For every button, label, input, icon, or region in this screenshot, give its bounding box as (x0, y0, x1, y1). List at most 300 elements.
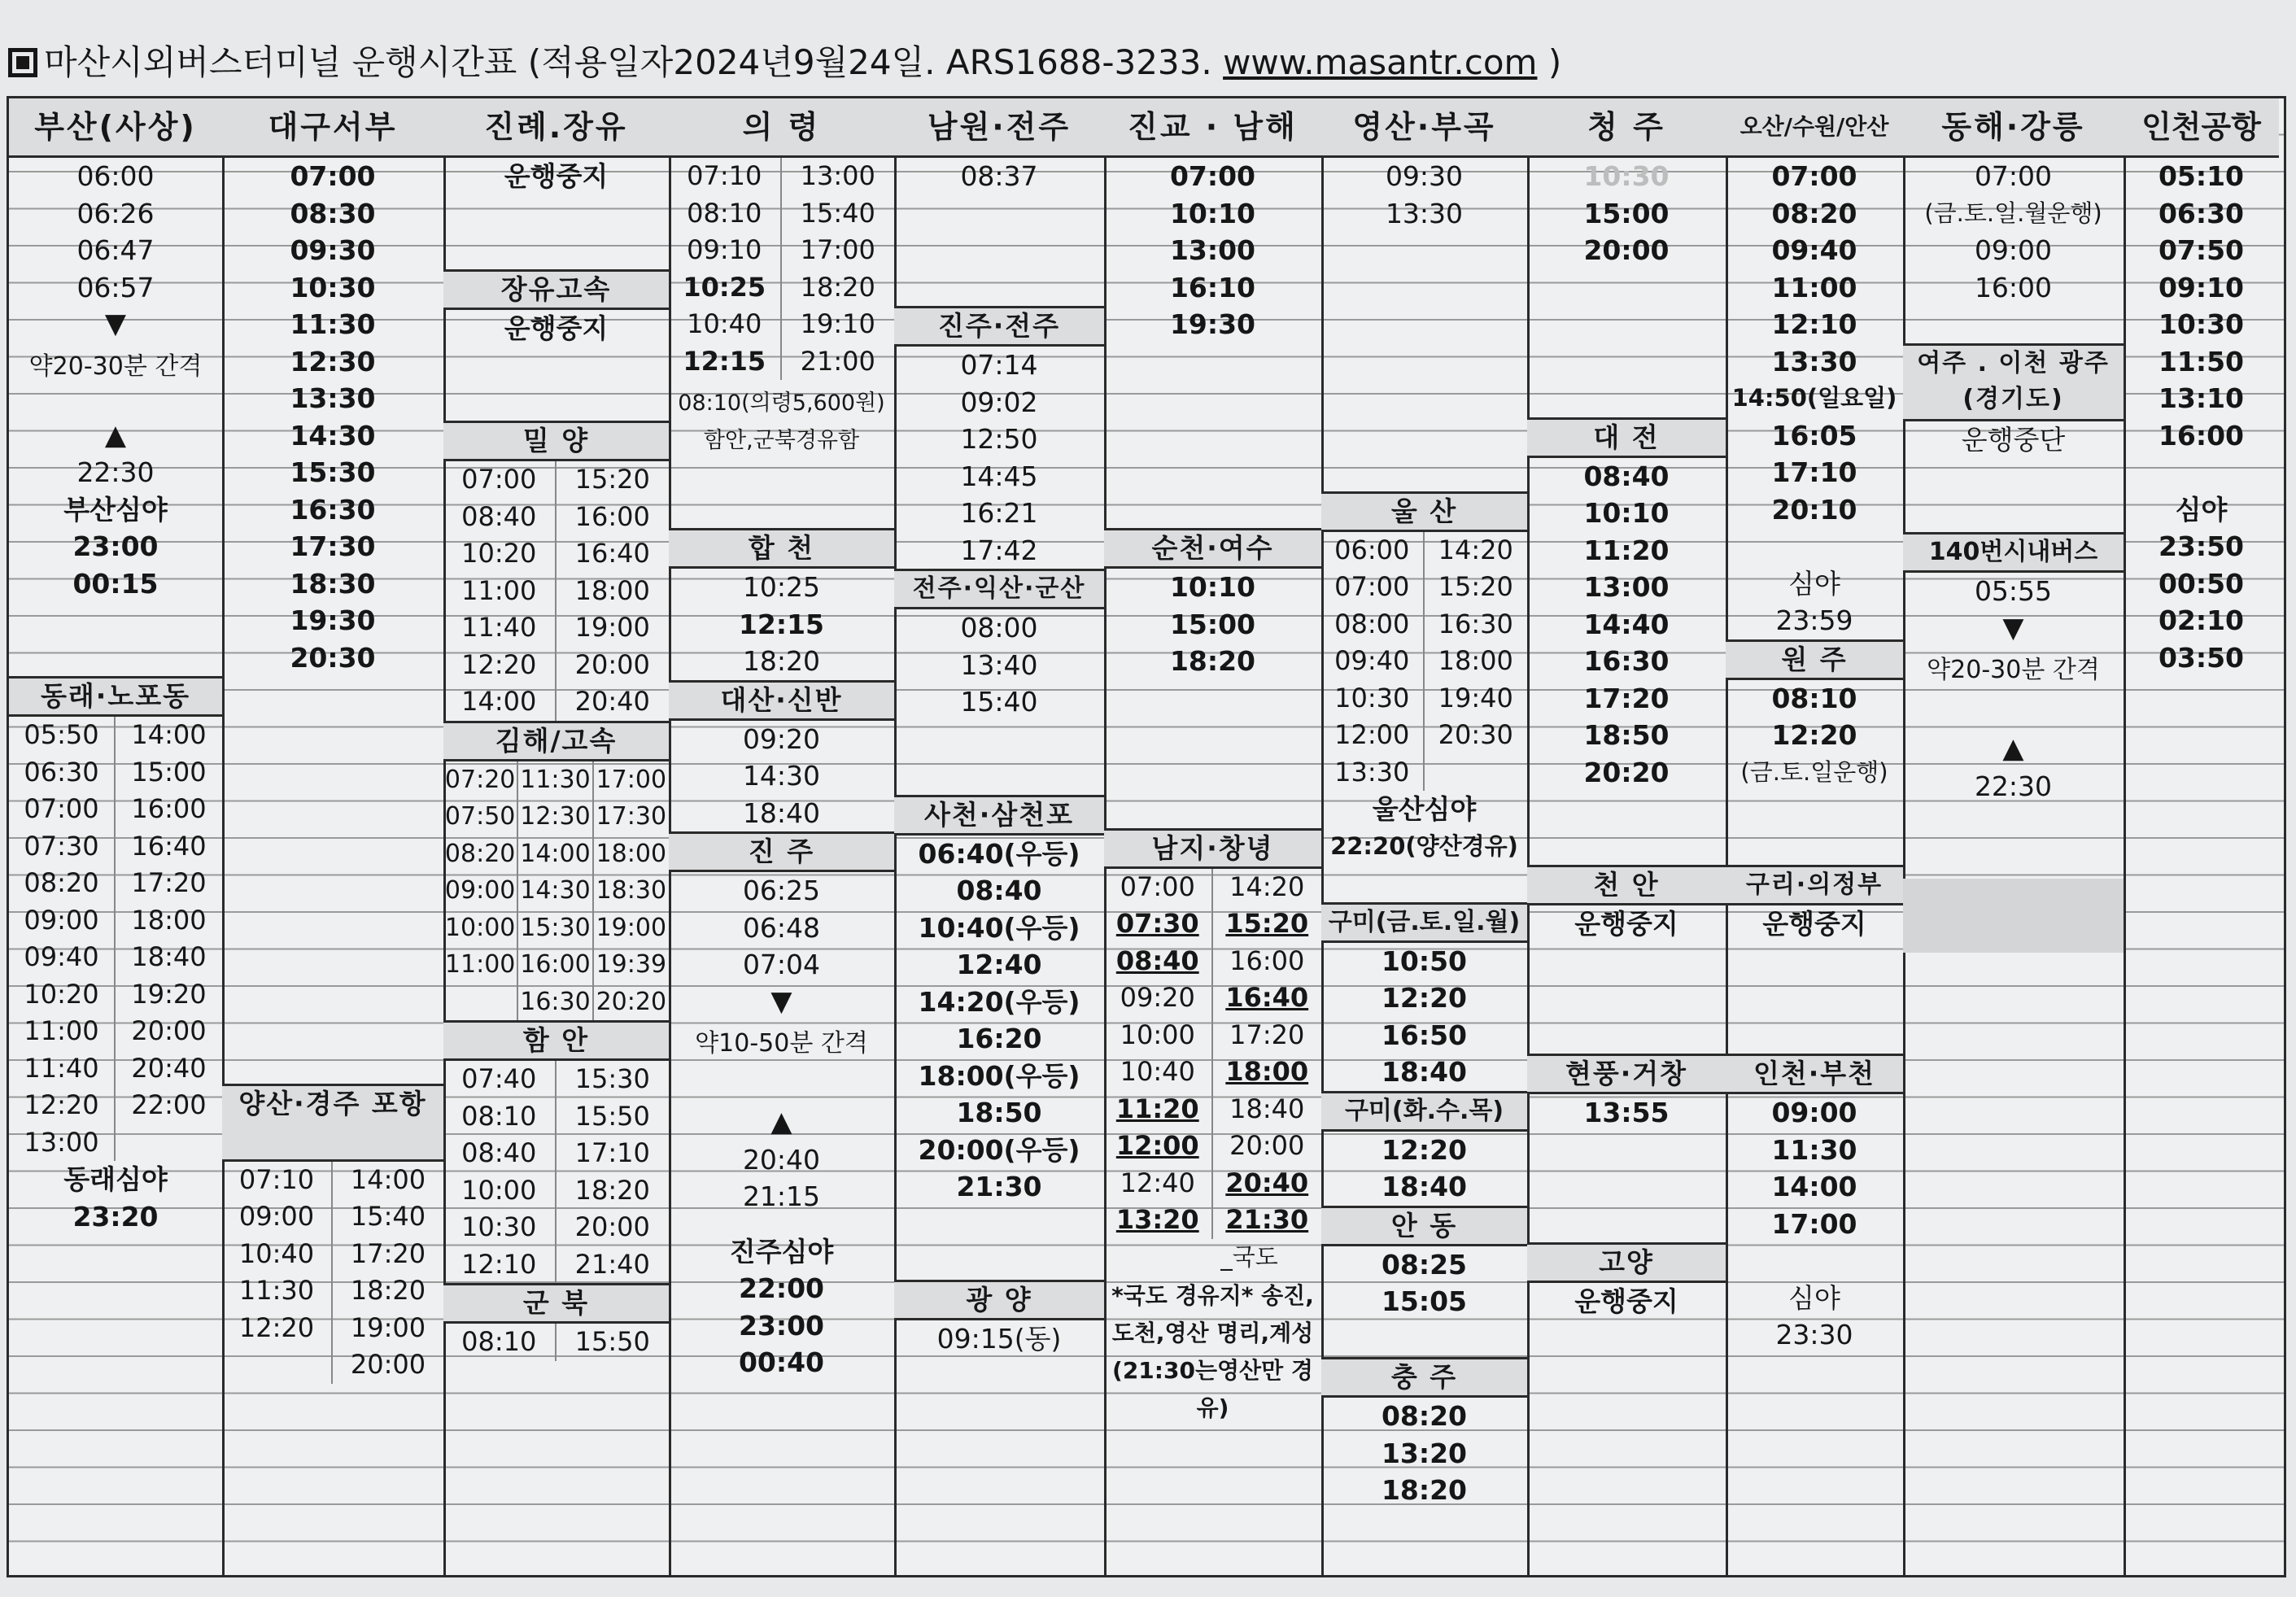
namji-times (1104, 869, 1321, 1239)
time-cell: 07:00 (1104, 869, 1213, 906)
header-ulsan: 울 산 (1321, 491, 1527, 532)
time-cell: 22:00 (131, 1089, 207, 1120)
title-text: 마산시외버스터미널 운행시간표 (적용일자2024년9월24일. ARS1688-3233. (44, 42, 1212, 82)
time-cell: 20:30 (1438, 719, 1513, 750)
time-cell: 16:10 (1169, 271, 1256, 303)
time-cell: 09:40 (1321, 643, 1425, 680)
time-cell: 14:00 (443, 683, 557, 721)
time-cell: 18:00 (574, 574, 650, 606)
time-cell: 17:10 (1771, 456, 1857, 488)
header-yeongsan: 영산·부곡 (1321, 98, 1527, 158)
time-cell: 16:00 (131, 793, 207, 824)
time-cell: 18:00 (596, 839, 667, 868)
time-cell: 13:30 (1321, 754, 1425, 792)
time-cell: 12:15 (738, 608, 825, 640)
time-cell: 12:10 (443, 1246, 557, 1284)
time-cell: 22:00 (738, 1272, 825, 1304)
time-cell: 08:10 (1771, 682, 1857, 714)
time-cell: 19:10 (800, 308, 875, 339)
time-cell: 08:40 (956, 875, 1042, 906)
service-note: (금.토.일.월운행) (1924, 199, 2102, 227)
time-cell: 10:10 (1583, 497, 1670, 529)
gunbuk-times (443, 1324, 669, 1361)
time-cell: 11:00 (9, 1013, 116, 1050)
column-airport (2124, 98, 2279, 1575)
ulsan-times (1321, 532, 1527, 792)
time-cell: 13:00 (800, 160, 875, 191)
header-gunbuk: 군 북 (443, 1283, 669, 1324)
time-cell: 13:30 (1771, 345, 1857, 377)
time-cell: 14:50(일요일) (1731, 384, 1897, 412)
time-cell: 10:40 (669, 306, 782, 343)
header-daegu: 대구서부 (222, 98, 443, 158)
column-jinrye (443, 98, 671, 1575)
header-guri: 구리·의정부 (1726, 865, 1903, 905)
time-cell: 10:30 (2158, 308, 2245, 340)
night-label: 심야 (2175, 493, 2228, 526)
time-cell: 06:57 (76, 271, 155, 303)
time-cell: 09:30 (290, 234, 376, 266)
down-triangle-icon: ▼ (770, 984, 792, 1018)
time-cell: 12:00 (1104, 1128, 1213, 1165)
time-cell: 20:20 (596, 987, 667, 1016)
time-cell: 13:10 (2158, 382, 2245, 414)
time-cell: 16:30 (518, 984, 593, 1021)
time-cell: 12:50 (960, 423, 1038, 455)
status-text: 운행중지 (504, 160, 609, 192)
time-cell: 16:21 (960, 497, 1038, 529)
column-jingyo (1104, 98, 1324, 1575)
time-cell: 10:10 (1169, 197, 1256, 229)
time-cell: 23:30 (1775, 1319, 1853, 1350)
time-cell: 16:00 (574, 500, 650, 532)
time-cell: 07:00 (1169, 160, 1256, 192)
time-cell: 12:00 (1321, 717, 1425, 754)
time-cell: 15:00 (131, 756, 207, 788)
time-cell: 08:20 (1771, 197, 1857, 229)
time-cell: 08:20 (443, 836, 518, 873)
time-cell: 16:40 (1225, 982, 1309, 1013)
time-cell: 18:00 (131, 904, 207, 936)
time-cell: 18:30 (290, 567, 376, 600)
time-cell: 09:02 (960, 386, 1038, 418)
time-cell: 09:40 (1771, 234, 1857, 266)
column-osan (1726, 98, 1905, 1575)
time-cell: 21:40 (574, 1248, 650, 1280)
time-cell: 13:00 (9, 1124, 116, 1162)
time-cell: 08:20 (1381, 1400, 1468, 1432)
time-cell: 00:50 (2158, 567, 2245, 600)
route-note: *국도 경유지* 송진,도천,영산 명리,계성 (21:30는영산만 경유) (1111, 1282, 1314, 1421)
time-cell: 17:30 (596, 802, 667, 831)
time-cell: 08:25 (1381, 1248, 1468, 1281)
header-jangyu: 장유고속 (443, 269, 669, 310)
time-cell: 07:40 (443, 1061, 557, 1098)
time-cell: 16:05 (1771, 419, 1857, 452)
time-cell: 17:00 (1771, 1207, 1857, 1240)
dongnae-times (9, 717, 222, 1161)
time-cell: 16:00 (2158, 419, 2245, 452)
time-cell: 18:20 (1169, 645, 1256, 677)
time-cell: 14:20 (1229, 870, 1305, 902)
time-cell: 23:50 (2158, 530, 2245, 562)
time-cell: 07:04 (742, 949, 821, 980)
time-cell: 23:20 (72, 1200, 159, 1233)
time-cell: 21:15 (742, 1180, 821, 1212)
time-cell: 16:30 (290, 493, 376, 526)
time-cell: 11:40 (9, 1050, 116, 1088)
time-cell: 06:47 (76, 234, 155, 266)
time-cell: 12:30 (518, 798, 593, 836)
time-cell: 21:00 (800, 345, 875, 377)
time-cell: 09:00 (1974, 234, 2053, 266)
time-cell: 00:40 (738, 1346, 825, 1378)
time-cell: 18:00(우등) (918, 1059, 1080, 1092)
header-namwon: 남원·전주 (894, 98, 1104, 158)
header-cheonan: 천 안 (1527, 865, 1726, 905)
time-cell: 07:00 (290, 160, 376, 192)
time-cell: 20:00(우등) (918, 1133, 1080, 1166)
time-cell: 18:40 (1381, 1171, 1468, 1202)
time-cell: 15:00 (1583, 197, 1670, 229)
time-cell: 07:00 (443, 461, 557, 499)
time-cell: 22:30 (76, 456, 155, 488)
time-cell: 14:40 (1583, 608, 1670, 640)
time-cell: 16:40 (574, 538, 650, 569)
time-cell: 10:10 (1169, 571, 1256, 603)
time-cell: 11:00 (1771, 271, 1857, 303)
header-andong: 안 동 (1321, 1206, 1527, 1246)
time-cell: 08:00 (1321, 606, 1425, 644)
time-cell: 17:00 (800, 234, 875, 265)
gray-block (1903, 879, 2124, 953)
time-cell: 18:50 (1583, 719, 1670, 751)
time-cell: 15:20 (1438, 571, 1513, 602)
time-cell: 13:00 (1169, 234, 1256, 266)
yangsan-times (222, 1162, 443, 1384)
haman-times (443, 1061, 669, 1283)
time-cell: 10:30 (443, 1209, 557, 1246)
time-cell: 20:30 (290, 641, 376, 674)
status-text: 운행중지 (504, 312, 609, 344)
time-cell: 18:40 (1229, 1093, 1305, 1124)
header-wonju: 원 주 (1726, 639, 1903, 680)
time-cell: 07:00 (1974, 160, 2053, 192)
time-cell: 15:05 (1381, 1285, 1468, 1317)
night-label: 동래심야 (63, 1163, 168, 1195)
header-namji: 남지·창녕 (1104, 828, 1321, 869)
time-cell: 11:00 (443, 946, 518, 984)
time-cell: 14:00 (518, 836, 593, 873)
time-cell: 08:10 (443, 1324, 557, 1361)
time-cell (1425, 754, 1528, 792)
interval-note: 약10-50분 간격 (695, 1029, 868, 1058)
time-cell: 13:20 (1381, 1437, 1468, 1469)
time-cell: 19:30 (1169, 308, 1256, 340)
time-cell: 16:40 (131, 830, 207, 862)
header-incheon: 인천·부천 (1726, 1054, 1903, 1094)
header-gwangyang: 광 양 (894, 1280, 1104, 1320)
miryang-times (443, 461, 669, 721)
time-cell: 10:40(우등) (918, 911, 1080, 944)
time-cell: 11:30 (518, 761, 593, 799)
time-cell: 09:30 (1385, 160, 1464, 192)
time-cell: 20:00 (350, 1349, 426, 1380)
time-cell: 20:00 (1229, 1130, 1305, 1161)
header-gumi-weekday: 구미(화.수.목) (1321, 1091, 1527, 1132)
time-cell: 12:20 (9, 1087, 116, 1124)
time-cell: 20:40 (574, 686, 650, 717)
time-cell: 07:10 (222, 1162, 333, 1199)
header-jinju-jeonju: 진주·전주 (894, 306, 1104, 347)
time-cell: 21:30 (956, 1171, 1042, 1202)
page-title (8, 34, 1561, 91)
time-cell: 08:20 (9, 865, 116, 902)
website-link[interactable]: www.masantr.com (1223, 42, 1538, 82)
time-cell: 20:00 (131, 1015, 207, 1046)
time-cell: 13:30 (290, 382, 376, 414)
time-cell: 12:20 (1771, 719, 1857, 751)
header-hyeonpung: 현풍·거창 (1527, 1054, 1726, 1094)
time-cell: 15:50 (574, 1100, 650, 1132)
time-cell: 23:59 (1775, 604, 1853, 636)
time-cell: 18:40 (742, 796, 821, 829)
time-cell: 13:20 (1104, 1202, 1213, 1239)
header-chungju: 충 주 (1321, 1357, 1527, 1398)
column-namwon (894, 98, 1107, 1575)
time-cell: 15:20 (574, 464, 650, 495)
time-cell: 19:30 (290, 604, 376, 636)
time-cell: 07:10 (669, 158, 782, 195)
time-cell: 18:40 (131, 941, 207, 972)
uiryeong-note: 08:10(의령5,600원) 함안,군북경유함 (678, 391, 885, 453)
header-uiryeong: 의 령 (669, 98, 894, 158)
time-cell: 11:50 (2158, 345, 2245, 377)
time-cell: 15:40 (350, 1201, 426, 1232)
time-cell: 19:20 (131, 978, 207, 1010)
timetable-board (7, 96, 2286, 1577)
time-cell (116, 1124, 222, 1162)
time-cell: 15:40 (960, 686, 1038, 718)
header-goyang: 고양 (1527, 1242, 1726, 1283)
time-cell: 15:40 (800, 197, 875, 229)
column-cheongju (1527, 98, 1728, 1575)
time-cell: 20:40 (1225, 1167, 1309, 1198)
time-cell: 18:20 (742, 645, 821, 677)
time-cell: 17:10 (574, 1137, 650, 1168)
time-cell: 12:15 (669, 343, 782, 381)
time-cell: 12:20 (1381, 1133, 1468, 1166)
time-cell: 16:00 (518, 946, 593, 984)
time-cell: 09:00 (9, 902, 116, 940)
time-cell: 14:00 (350, 1163, 426, 1195)
time-cell: 20:00 (574, 648, 650, 680)
time-cell: 07:00 (1771, 160, 1857, 192)
time-cell: 08:40 (1583, 460, 1670, 492)
time-cell: 15:30 (518, 910, 593, 947)
time-cell: 18:50 (956, 1097, 1042, 1128)
up-triangle-icon: ▲ (2002, 732, 2024, 765)
time-cell: 19:40 (1438, 682, 1513, 713)
time-cell: 07:30 (9, 828, 116, 866)
uiryeong-times (669, 158, 894, 380)
time-cell: 08:30 (290, 197, 376, 229)
time-cell: 10:00 (443, 910, 518, 947)
time-cell: 07:14 (960, 349, 1038, 381)
header-jinrye: 진례.장유 (443, 98, 669, 158)
time-cell: 03:50 (2158, 641, 2245, 674)
time-cell: 10:20 (9, 976, 116, 1014)
time-cell: 19:00 (574, 612, 650, 643)
time-cell: 17:20 (1583, 682, 1670, 714)
time-cell: 10:30 (290, 271, 376, 303)
header-gimhae: 김해/고속 (443, 721, 669, 761)
time-cell: 14:20(우등) (918, 985, 1080, 1018)
time-cell: 14:45 (960, 460, 1038, 492)
status-text: 운행중지 (1762, 908, 1866, 940)
time-cell: 15:30 (574, 1063, 650, 1094)
time-cell: 12:20 (222, 1310, 333, 1347)
time-cell: 07:50 (443, 798, 518, 836)
interval-note: 약20-30분 간격 (28, 351, 203, 381)
time-cell: 19:00 (596, 913, 667, 942)
header-hapcheon: 합 천 (669, 528, 894, 569)
time-cell: 09:10 (669, 232, 782, 269)
time-cell: 14:00 (1771, 1171, 1857, 1202)
time-cell: 15:30 (290, 456, 376, 488)
time-cell (222, 1346, 333, 1384)
column-yeongsan (1321, 98, 1530, 1575)
time-cell (443, 984, 518, 1021)
header-airport: 인천공항 (2124, 98, 2279, 158)
time-cell: 07:00 (9, 791, 116, 828)
header-jeonju-iksan: 전주·익산·군산 (894, 569, 1104, 609)
up-triangle-icon: ▲ (104, 418, 127, 452)
time-cell: 12:40 (956, 949, 1042, 980)
time-cell: 15:20 (1225, 908, 1309, 939)
time-cell: 11:30 (222, 1272, 333, 1310)
time-cell: 17:30 (290, 530, 376, 562)
time-cell: 11:20 (1583, 534, 1670, 566)
time-cell: 17:20 (131, 867, 207, 898)
time-cell: 08:40 (1104, 943, 1213, 980)
time-cell: 20:00 (574, 1211, 650, 1242)
time-cell: 07:50 (2158, 234, 2245, 266)
time-cell: 16:20 (956, 1023, 1042, 1054)
time-cell: 11:30 (1771, 1133, 1857, 1166)
time-cell: 13:40 (960, 648, 1038, 681)
column-busan (9, 98, 225, 1575)
time-cell: 23:00 (72, 530, 159, 562)
time-cell: 06:00 (76, 160, 155, 192)
time-cell: 14:00 (131, 719, 207, 750)
header-miryang: 밀 양 (443, 421, 669, 461)
header-sacheon: 사천·삼천포 (894, 795, 1104, 836)
time-cell: 18:00 (1438, 645, 1513, 676)
night-label: 울산심야 (1372, 793, 1477, 825)
time-cell: 17:20 (350, 1237, 426, 1269)
title-close: ) (1547, 42, 1562, 82)
time-cell: 18:20 (350, 1275, 426, 1306)
time-cell: 08:10 (443, 1098, 557, 1136)
header-yangsan: 양산·경주 포항 (222, 1084, 443, 1162)
time-cell: 11:00 (443, 573, 557, 610)
header-osan: 오산/수원/안산 (1726, 98, 1903, 158)
time-cell: 10:20 (443, 535, 557, 573)
status-text: 운행중단 (1961, 423, 2066, 456)
time-cell: 17:00 (596, 765, 667, 794)
time-cell: 17:20 (1229, 1019, 1305, 1050)
time-cell: 10:00 (443, 1172, 557, 1210)
time-cell: 23:00 (738, 1309, 825, 1342)
header-gumi-weekend: 구미(금.토.일.월) (1321, 902, 1527, 943)
time-cell: 05:55 (1974, 575, 2053, 607)
column-uiryeong (669, 98, 897, 1575)
time-cell: 02:10 (2158, 604, 2245, 636)
time-cell: 17:42 (960, 534, 1038, 566)
time-cell: 11:30 (290, 308, 376, 340)
header-yeoju: 여주 . 이천 광주(경기도) (1903, 343, 2124, 421)
header-jinju: 진 주 (669, 831, 894, 872)
header-city140: 140번시내버스 (1903, 532, 2124, 573)
time-cell: 15:50 (574, 1326, 650, 1357)
header-haman: 함 안 (443, 1020, 669, 1061)
time-cell: 11:20 (1104, 1091, 1213, 1128)
time-cell: 14:30 (518, 872, 593, 910)
header-dongnae: 동래·노포동 (9, 676, 222, 717)
time-cell: 14:30 (742, 760, 821, 792)
time-cell: 16:30 (1438, 608, 1513, 639)
time-cell: 07:20 (443, 761, 518, 799)
time-cell: 20:40 (742, 1143, 821, 1176)
time-cell: 14:20 (1438, 534, 1513, 565)
time-cell: 08:10 (669, 195, 782, 233)
time-cell: 16:00 (1974, 271, 2053, 303)
night-label: 진주심야 (729, 1235, 834, 1268)
header-daesan: 대산·신반 (669, 680, 894, 721)
time-cell: 12:20 (1381, 982, 1468, 1014)
time-cell: 06:30 (2158, 197, 2245, 229)
time-cell: 06:26 (76, 197, 155, 229)
time-cell: 00:15 (72, 567, 159, 600)
header-donghae: 동해·강릉 (1903, 98, 2124, 158)
status-text: 운행중지 (1574, 908, 1678, 940)
time-cell: 06:00 (1321, 532, 1425, 569)
time-cell: 22:30 (1974, 770, 2053, 802)
time-cell: 10:30 (1321, 680, 1425, 718)
down-triangle-icon: ▼ (104, 308, 127, 340)
time-cell: 19:39 (596, 950, 667, 979)
time-cell: 09:00 (1771, 1097, 1857, 1128)
time-cell: 05:10 (2158, 160, 2245, 192)
time-cell: 18:30 (596, 876, 667, 905)
road-label: _국도 (1220, 1242, 1278, 1271)
header-suncheon: 순천·여수 (1104, 528, 1321, 569)
interval-note: 약20-30분 간격 (1927, 656, 2100, 684)
time-cell: 07:30 (1104, 905, 1213, 943)
time-cell: 12:20 (443, 647, 557, 684)
time-cell: 16:50 (1381, 1019, 1468, 1051)
time-cell-faded: 10:30 (1583, 160, 1670, 192)
time-cell: 18:40 (1381, 1056, 1468, 1088)
time-cell: 20:10 (1771, 493, 1857, 526)
time-cell: 05:50 (9, 717, 116, 754)
time-cell: 08:40 (443, 499, 557, 536)
down-triangle-icon: ▼ (2002, 611, 2024, 644)
time-cell: 20:40 (131, 1052, 207, 1084)
header-daejeon: 대 전 (1527, 417, 1726, 458)
time-cell: 18:20 (800, 271, 875, 303)
